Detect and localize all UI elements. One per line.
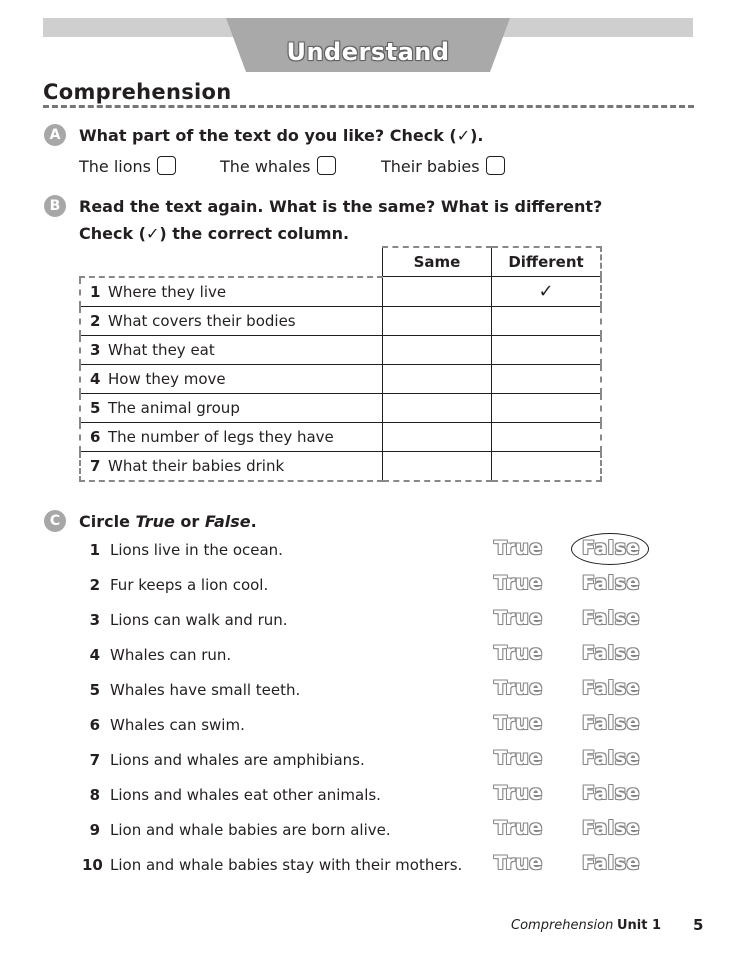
true-option[interactable]: True xyxy=(494,817,543,839)
tf-statement: Lions can walk and run. xyxy=(110,611,288,629)
instruction-or: or xyxy=(174,512,205,531)
cell-same[interactable] xyxy=(383,451,492,481)
header-same: Same xyxy=(383,247,492,277)
tf-statement: Whales have small teeth. xyxy=(110,681,301,699)
choice-whales xyxy=(220,156,336,176)
table-row xyxy=(80,306,601,335)
cell-different[interactable] xyxy=(492,306,602,335)
tf-number: 9 xyxy=(89,821,100,839)
row-label xyxy=(80,277,383,307)
row-text: The animal group xyxy=(108,398,240,417)
cell-different[interactable] xyxy=(492,335,602,364)
cell-different[interactable] xyxy=(492,451,602,481)
row-label xyxy=(80,364,383,393)
true-option[interactable]: True xyxy=(494,712,543,734)
tf-statement: Lion and whale babies are born alive. xyxy=(110,821,391,839)
false-option[interactable]: False xyxy=(582,817,640,839)
false-option[interactable]: False xyxy=(582,747,640,769)
tf-number: 5 xyxy=(89,681,100,699)
tf-statement: Fur keeps a lion cool. xyxy=(110,576,269,594)
row-text: Where they live xyxy=(108,282,227,301)
row-label xyxy=(80,451,383,481)
tf-item xyxy=(82,712,662,746)
table-corner xyxy=(80,247,383,277)
badge-c: C xyxy=(44,510,66,532)
choice-whales-label: The whales xyxy=(220,157,311,176)
row-text: What their babies drink xyxy=(108,456,285,475)
cell-same[interactable] xyxy=(383,277,492,307)
cell-same[interactable] xyxy=(383,306,492,335)
false-option[interactable]: False xyxy=(582,607,640,629)
table-row xyxy=(80,277,601,307)
instruction-true: True xyxy=(135,512,175,531)
tf-number: 1 xyxy=(89,541,100,559)
section-divider xyxy=(43,105,694,108)
section-title: Comprehension xyxy=(43,80,232,104)
row-text: How they move xyxy=(108,369,226,388)
true-option[interactable]: True xyxy=(494,607,543,629)
row-number: 4 xyxy=(90,369,101,388)
tf-statement: Whales can run. xyxy=(110,646,232,664)
cell-same[interactable] xyxy=(383,393,492,422)
tf-item xyxy=(82,817,662,851)
tf-number: 4 xyxy=(89,646,100,664)
tf-number: 6 xyxy=(89,716,100,734)
row-number: 7 xyxy=(90,456,101,475)
row-number: 3 xyxy=(90,340,101,359)
part-a-question: What part of the text do you like? Check (✓). xyxy=(79,126,484,145)
instruction-false: False xyxy=(204,512,251,531)
false-option[interactable]: False xyxy=(582,572,640,594)
table-row xyxy=(80,393,601,422)
table-row xyxy=(80,364,601,393)
row-text: What they eat xyxy=(108,340,215,359)
tf-item xyxy=(82,607,662,641)
footer-section: Comprehension xyxy=(511,918,614,933)
choice-lions-checkbox[interactable] xyxy=(157,156,176,175)
true-option[interactable]: True xyxy=(494,747,543,769)
tf-item xyxy=(82,572,662,606)
cell-same[interactable] xyxy=(383,335,492,364)
header-different: Different xyxy=(492,247,602,277)
tf-number: 3 xyxy=(89,611,100,629)
true-option[interactable]: True xyxy=(494,572,543,594)
choice-babies-checkbox[interactable] xyxy=(486,156,505,175)
tf-item xyxy=(82,677,662,711)
tf-statement: Whales can swim. xyxy=(110,716,245,734)
row-text: What covers their bodies xyxy=(108,311,296,330)
tf-statement: Lions and whales are amphibians. xyxy=(110,751,365,769)
false-option[interactable]: False xyxy=(582,537,640,559)
instruction-prefix: Circle xyxy=(79,512,136,531)
row-label xyxy=(80,393,383,422)
true-option[interactable]: True xyxy=(494,537,543,559)
row-label xyxy=(80,335,383,364)
cell-different[interactable]: ✓ xyxy=(492,277,602,307)
choice-lions-label: The lions xyxy=(79,157,151,176)
false-option[interactable]: False xyxy=(582,677,640,699)
tf-number: 8 xyxy=(89,786,100,804)
badge-a: A xyxy=(44,124,66,146)
table-row xyxy=(80,451,601,481)
tf-number: 10 xyxy=(82,856,103,874)
tf-item xyxy=(82,852,662,886)
cell-same[interactable] xyxy=(383,364,492,393)
true-option[interactable]: True xyxy=(494,852,543,874)
choice-lions xyxy=(79,156,176,176)
cell-same[interactable] xyxy=(383,422,492,451)
row-text: The number of legs they have xyxy=(108,427,334,446)
choice-whales-checkbox[interactable] xyxy=(317,156,336,175)
choice-babies xyxy=(381,156,505,176)
true-option[interactable]: True xyxy=(494,677,543,699)
part-b-question-line1: Read the text again. What is the same? What is different? xyxy=(79,197,603,216)
cell-different[interactable] xyxy=(492,393,602,422)
table-row xyxy=(80,335,601,364)
true-option[interactable]: True xyxy=(494,642,543,664)
tf-number: 7 xyxy=(89,751,100,769)
tf-item xyxy=(82,537,662,571)
tf-item xyxy=(82,642,662,676)
instruction-suffix: . xyxy=(250,512,257,531)
false-option[interactable]: False xyxy=(582,782,640,804)
row-number: 6 xyxy=(90,427,101,446)
row-number: 5 xyxy=(90,398,101,417)
true-option[interactable]: True xyxy=(494,782,543,804)
cell-different[interactable] xyxy=(492,364,602,393)
false-option[interactable]: False xyxy=(582,852,640,874)
false-option[interactable]: False xyxy=(582,712,640,734)
row-label xyxy=(80,306,383,335)
tf-item xyxy=(82,782,662,816)
footer-unit: Unit 1 xyxy=(617,918,662,933)
comparison-table xyxy=(79,246,602,482)
row-number: 2 xyxy=(90,311,101,330)
banner-title: Understand xyxy=(286,38,450,66)
tf-number: 2 xyxy=(89,576,100,594)
part-b-question-line2: Check (✓) the correct column. xyxy=(79,224,350,243)
cell-different[interactable] xyxy=(492,422,602,451)
tf-statement: Lion and whale babies stay with their mothers. xyxy=(110,856,463,874)
badge-b: B xyxy=(44,195,66,217)
tf-item xyxy=(82,747,662,781)
table-row xyxy=(80,422,601,451)
choice-babies-label: Their babies xyxy=(381,157,480,176)
row-number: 1 xyxy=(90,282,101,301)
part-c-instruction xyxy=(79,512,257,531)
tf-statement: Lions live in the ocean. xyxy=(110,541,283,559)
page-number: 5 xyxy=(693,916,704,934)
row-label xyxy=(80,422,383,451)
tf-statement: Lions and whales eat other animals. xyxy=(110,786,381,804)
false-option[interactable]: False xyxy=(582,642,640,664)
